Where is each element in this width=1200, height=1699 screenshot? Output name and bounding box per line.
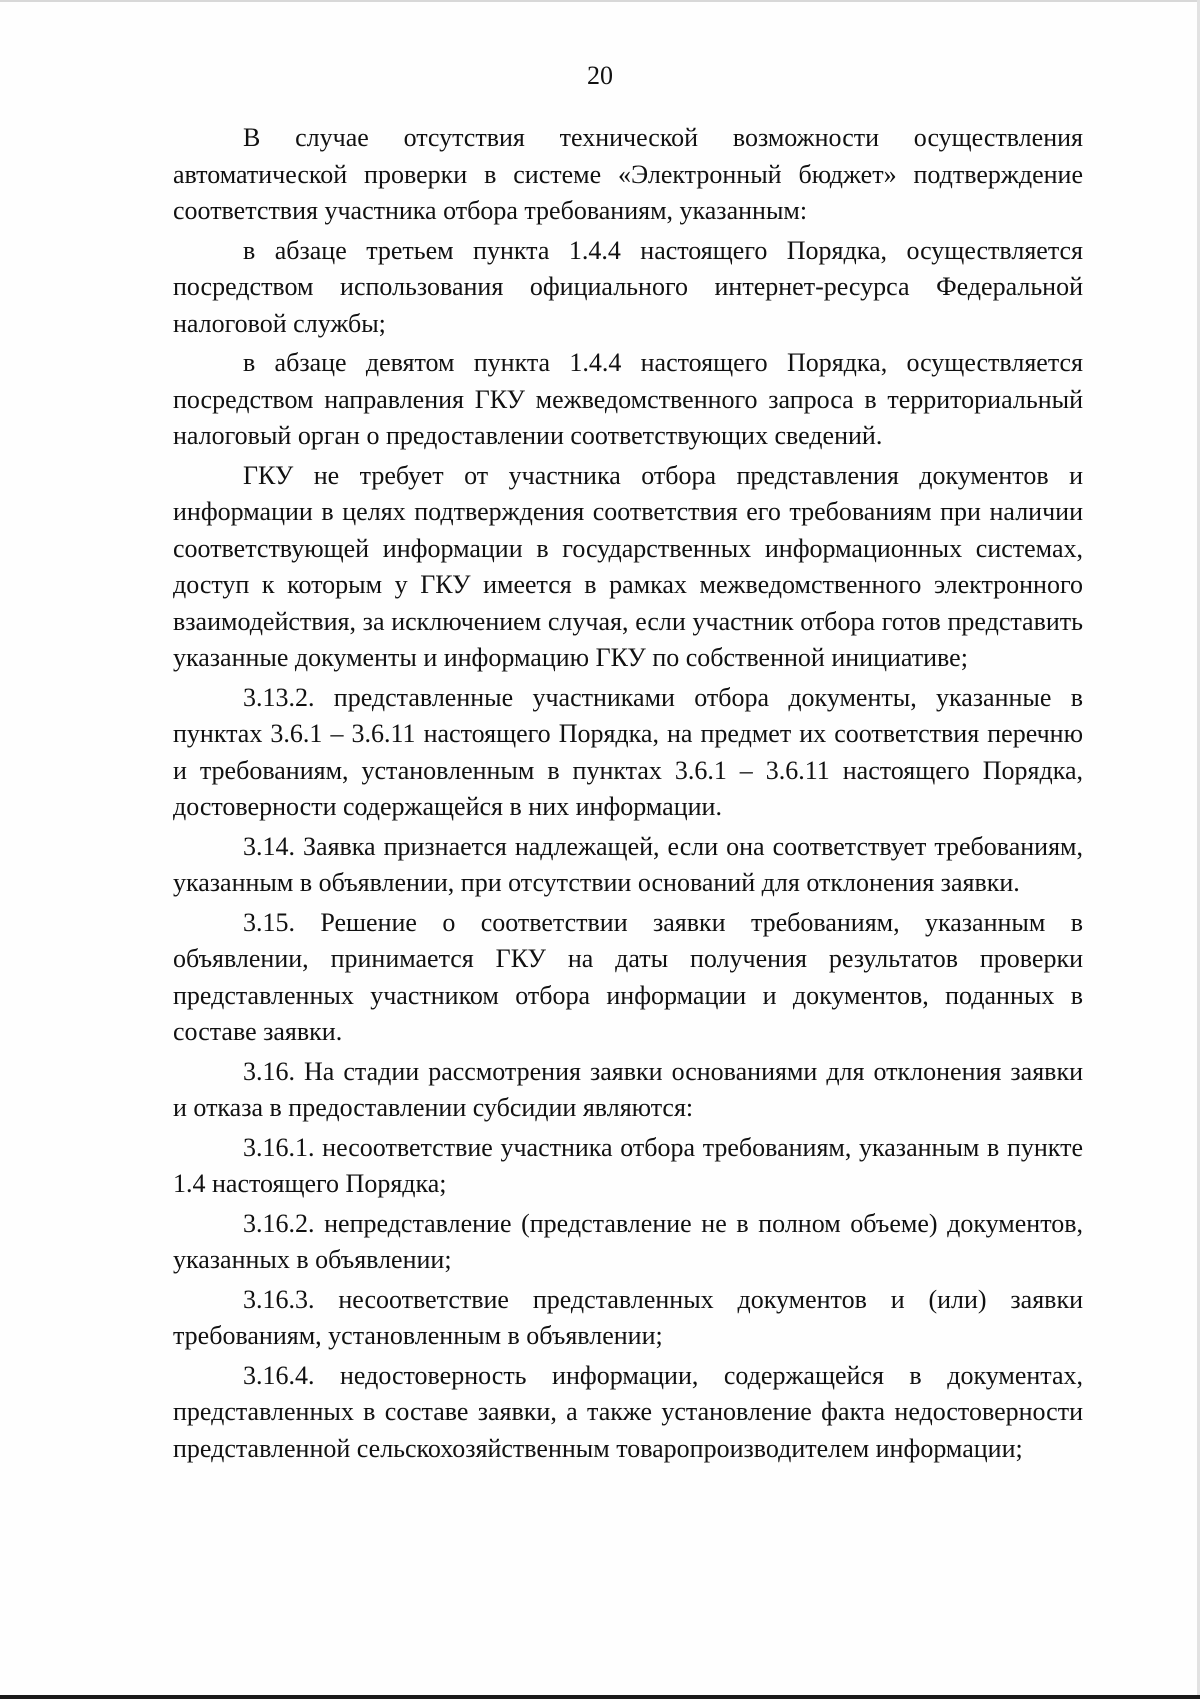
paragraph-3-16-2: 3.16.2. непредставление (представление не в полном объеме) документов, указанных в объявлении; [173,1208,1083,1274]
paragraph-3-15: 3.15. Решение о соответствии заявки требованиям, указанным в объявлении, принимается ГКУ на даты получения результатов проверки представленных участником отбора информации и документов, поданных в составе заявки. [173,907,1083,1046]
paragraph-3-16-3: 3.16.3. несоответствие представленных документов и (или) заявки требованиям, установленным в объявлении; [173,1284,1083,1350]
paragraph-3-16: 3.16. На стадии рассмотрения заявки основаниями для отклонения заявки и отказа в предоставлении субсидии являются: [173,1056,1083,1122]
paragraph-3-16-1: 3.16.1. несоответствие участника отбора требованиям, указанным в пункте 1.4 настоящего Порядка; [173,1132,1083,1198]
paragraph-gku-not-require: ГКУ не требует от участника отбора представления документов и информации в целях подтверждения соответствия его требованиям при наличии соответствующей информации в государственных информационных системах, доступ к которым у ГКУ имеется в рамках межведомственного электронного взаимодействия, за исключением случая, если участник отбора готов представить указанные документы и информацию ГКУ по собственной инициативе; [173,460,1083,672]
paragraph-3-16-4: 3.16.4. недостоверность информации, содержащейся в документах, представленных в составе заявки, а также установление факта недостоверности представленной сельскохозяйственным товаропроизводителем информации; [173,1360,1083,1463]
scan-edge-top [0,0,1200,2]
document-body [173,120,1083,1470]
paragraph-no-auto-check: В случае отсутствия технической возможности осуществления автоматической проверки в системе «Электронный бюджет» подтверждение соответствия участника отбора требованиям, указанным: [173,123,1083,225]
page-number: 20 [587,61,613,90]
paragraph-3-13-2: 3.13.2. представленные участниками отбора документы, указанные в пунктах 3.6.1 – 3.6.11 настоящего Порядка, на предмет их соответствия перечню и требованиям, установленным в пунктах 3.6.1 – 3.6.11 настоящего Порядка, достоверности содержащейся в них информации. [173,682,1083,821]
paragraph-ninth-subparagraph: в абзаце девятом пункта 1.4.4 настоящего Порядка, осуществляется посредством направления ГКУ межведомственного запроса в территориальный налоговый орган о предоставлении соответствующих сведений. [173,348,1083,450]
paragraph-3-14: 3.14. Заявка признается надлежащей, если она соответствует требованиям, указанным в объявлении, при отсутствии оснований для отклонения заявки. [173,831,1083,897]
scan-edge-bottom [0,1695,1200,1699]
paragraph-third-subparagraph: в абзаце третьем пункта 1.4.4 настоящего Порядка, осуществляется посредством использования официального интернет-ресурса Федеральной налоговой службы; [173,235,1083,338]
